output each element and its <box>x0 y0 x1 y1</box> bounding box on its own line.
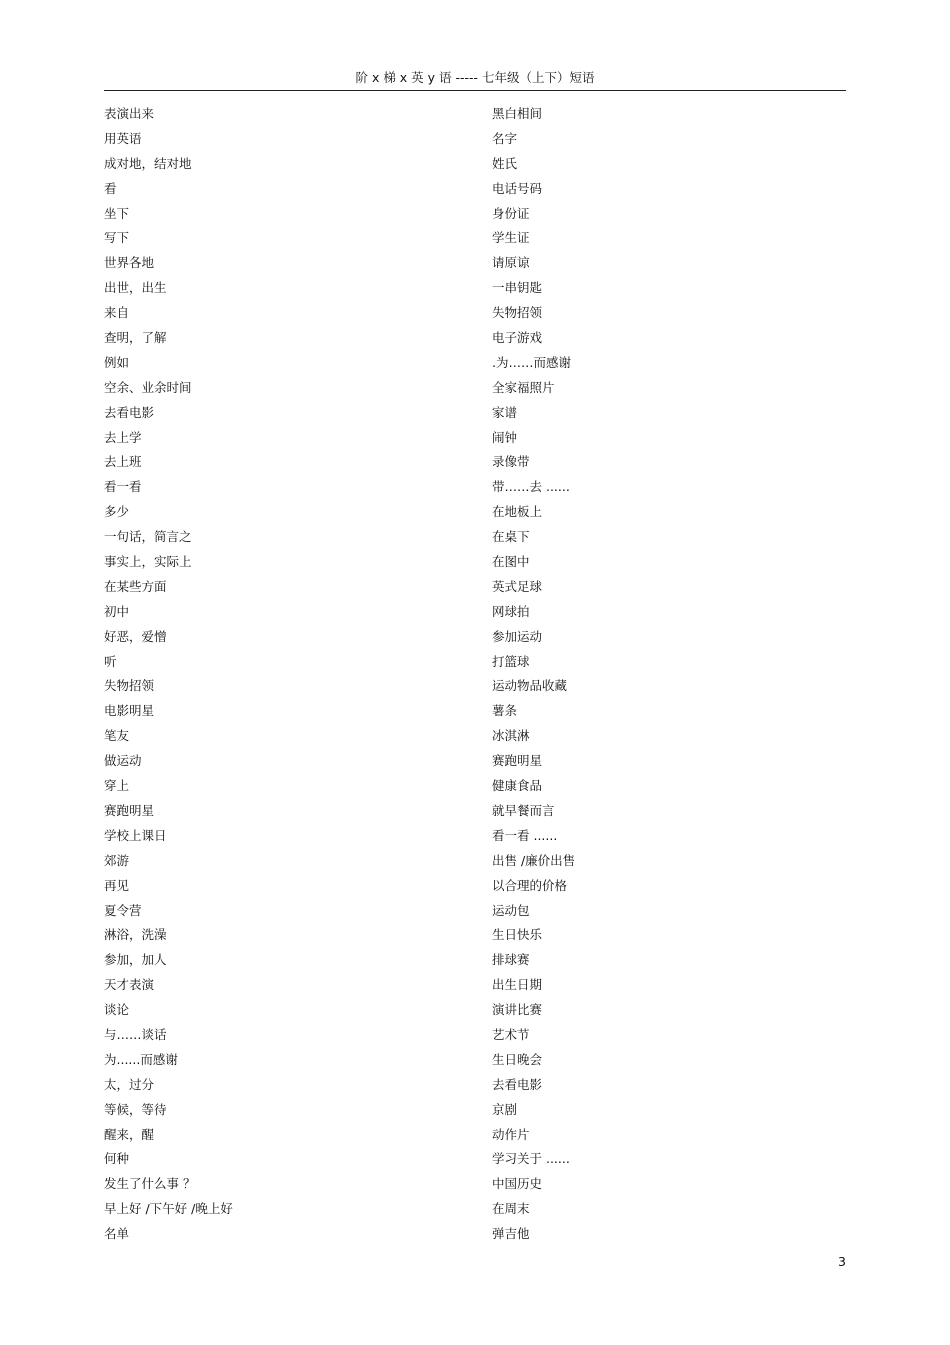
right-phrase: 姓氏 <box>492 155 518 171</box>
right-phrase: 弹吉他 <box>492 1226 530 1242</box>
left-phrase: 太，过分 <box>104 1076 155 1092</box>
left-phrase: 再见 <box>104 877 130 893</box>
left-phrase: 笔友 <box>104 728 130 744</box>
page-number: 3 <box>838 1254 846 1269</box>
header-divider <box>104 90 846 91</box>
right-phrase: .为……而感谢 <box>492 354 571 370</box>
left-phrase: 好恶，爱憎 <box>104 628 167 644</box>
left-phrase: 早上好 /下午好 /晚上好 <box>104 1201 233 1217</box>
left-phrase: 出世，出生 <box>104 280 167 296</box>
left-phrase: 多少 <box>104 504 130 520</box>
left-phrase: 学校上课日 <box>104 827 167 843</box>
left-phrase: 去看电影 <box>104 404 155 420</box>
right-phrase: 名字 <box>492 130 518 146</box>
right-phrase: 网球拍 <box>492 603 530 619</box>
right-phrase: 以合理的价格 <box>492 877 568 893</box>
right-phrase: 打篮球 <box>492 653 530 669</box>
left-phrase: 看 <box>104 180 117 196</box>
right-phrase: 学生证 <box>492 230 530 246</box>
left-phrase: 做运动 <box>104 753 142 769</box>
left-phrase: 电影明星 <box>104 703 155 719</box>
left-phrase: 失物招领 <box>104 678 155 694</box>
left-phrase: 去上学 <box>104 429 142 445</box>
left-phrase: 淋浴，洗澡 <box>104 927 167 943</box>
left-phrase: 初中 <box>104 603 130 619</box>
right-phrase: 失物招领 <box>492 305 543 321</box>
left-phrase: 赛跑明星 <box>104 802 155 818</box>
left-phrase: 表演出来 <box>104 106 155 121</box>
right-phrase: 就早餐而言 <box>492 802 555 818</box>
left-phrase: 名单 <box>104 1226 130 1242</box>
right-phrase: 参加运动 <box>492 628 543 644</box>
left-phrase: 穿上 <box>104 778 130 794</box>
right-phrase: 在周末 <box>492 1201 530 1217</box>
left-phrase: 为......而感谢 <box>104 1051 178 1067</box>
right-phrase: 运动包 <box>492 902 530 918</box>
right-phrase: 电话号码 <box>492 180 543 196</box>
right-phrase: 演讲比赛 <box>492 1002 543 1018</box>
left-phrase: 一句话，简言之 <box>104 529 192 545</box>
left-phrase: 世界各地 <box>104 255 155 271</box>
left-phrase: 郊游 <box>104 852 130 868</box>
left-phrase: 谈论 <box>104 1002 130 1018</box>
left-phrase: 夏令营 <box>104 902 142 918</box>
left-phrase: 等候，等待 <box>104 1101 167 1117</box>
right-phrase: 运动物品收藏 <box>492 678 568 694</box>
right-phrase: 艺术节 <box>492 1026 530 1042</box>
right-phrase: 排球赛 <box>492 952 530 968</box>
right-phrase: 出生日期 <box>492 977 543 993</box>
left-phrase: 在某些方面 <box>104 578 167 594</box>
left-phrase: 来自 <box>104 305 130 321</box>
right-phrase: 请原谅 <box>492 255 530 271</box>
left-phrase: 坐下 <box>104 205 130 221</box>
right-phrase: 生日晚会 <box>492 1051 543 1067</box>
left-phrase: 写下 <box>104 230 130 246</box>
left-phrase: 事实上，实际上 <box>104 554 192 570</box>
right-phrase: 录像带 <box>492 454 530 470</box>
right-phrase: 京剧 <box>492 1101 518 1117</box>
right-phrase: 家谱 <box>492 404 518 420</box>
page-header: 阶 x 梯 x 英 y 语 ----- 七年级（上下）短语 <box>355 70 595 85</box>
left-phrase: 天才表演 <box>104 977 155 993</box>
right-phrase: 电子游戏 <box>492 330 543 346</box>
right-phrase: 薯条 <box>492 703 518 719</box>
left-phrase: 成对地，结对地 <box>104 155 192 171</box>
right-phrase: 中国历史 <box>492 1176 543 1192</box>
right-phrase: 去看电影 <box>492 1076 543 1092</box>
right-phrase: 出售 /廉价出售 <box>492 852 576 868</box>
right-phrase-column <box>492 102 575 1247</box>
right-phrase: 黑白相间 <box>492 106 543 121</box>
right-phrase: 在图中 <box>492 554 530 570</box>
right-phrase: 全家福照片 <box>492 379 555 395</box>
right-phrase: 英式足球 <box>492 578 543 594</box>
right-phrase: 冰淇淋 <box>492 728 530 744</box>
left-phrase: 查明，了解 <box>104 330 167 346</box>
left-phrase: 参加，加人 <box>104 952 167 968</box>
left-phrase: 看一看 <box>104 479 142 495</box>
right-phrase: 赛跑明星 <box>492 753 543 769</box>
right-phrase: 带……去 ...... <box>492 479 570 495</box>
left-phrase: 醒来，醒 <box>104 1126 155 1142</box>
right-phrase: 动作片 <box>492 1126 530 1142</box>
right-phrase: 学习关于 ...... <box>492 1151 570 1167</box>
right-phrase: 闹钟 <box>492 429 518 445</box>
right-phrase: 一串钥匙 <box>492 280 543 296</box>
right-phrase: 在地板上 <box>492 504 543 520</box>
left-phrase-column <box>104 102 233 1247</box>
right-phrase: 身份证 <box>492 205 530 221</box>
right-phrase: 生日快乐 <box>492 927 543 943</box>
left-phrase: 何种 <box>104 1151 130 1167</box>
left-phrase: 例如 <box>104 354 130 370</box>
left-phrase: 空余、业余时间 <box>104 379 192 395</box>
left-phrase: 与……谈话 <box>104 1026 167 1042</box>
right-phrase: 看一看 ...... <box>492 827 558 843</box>
right-phrase: 健康食品 <box>492 778 543 794</box>
right-phrase: 在桌下 <box>492 529 530 545</box>
left-phrase: 发生了什么事 ？ <box>104 1176 196 1192</box>
left-phrase: 听 <box>104 653 117 669</box>
left-phrase: 去上班 <box>104 454 142 470</box>
left-phrase: 用英语 <box>104 130 142 146</box>
